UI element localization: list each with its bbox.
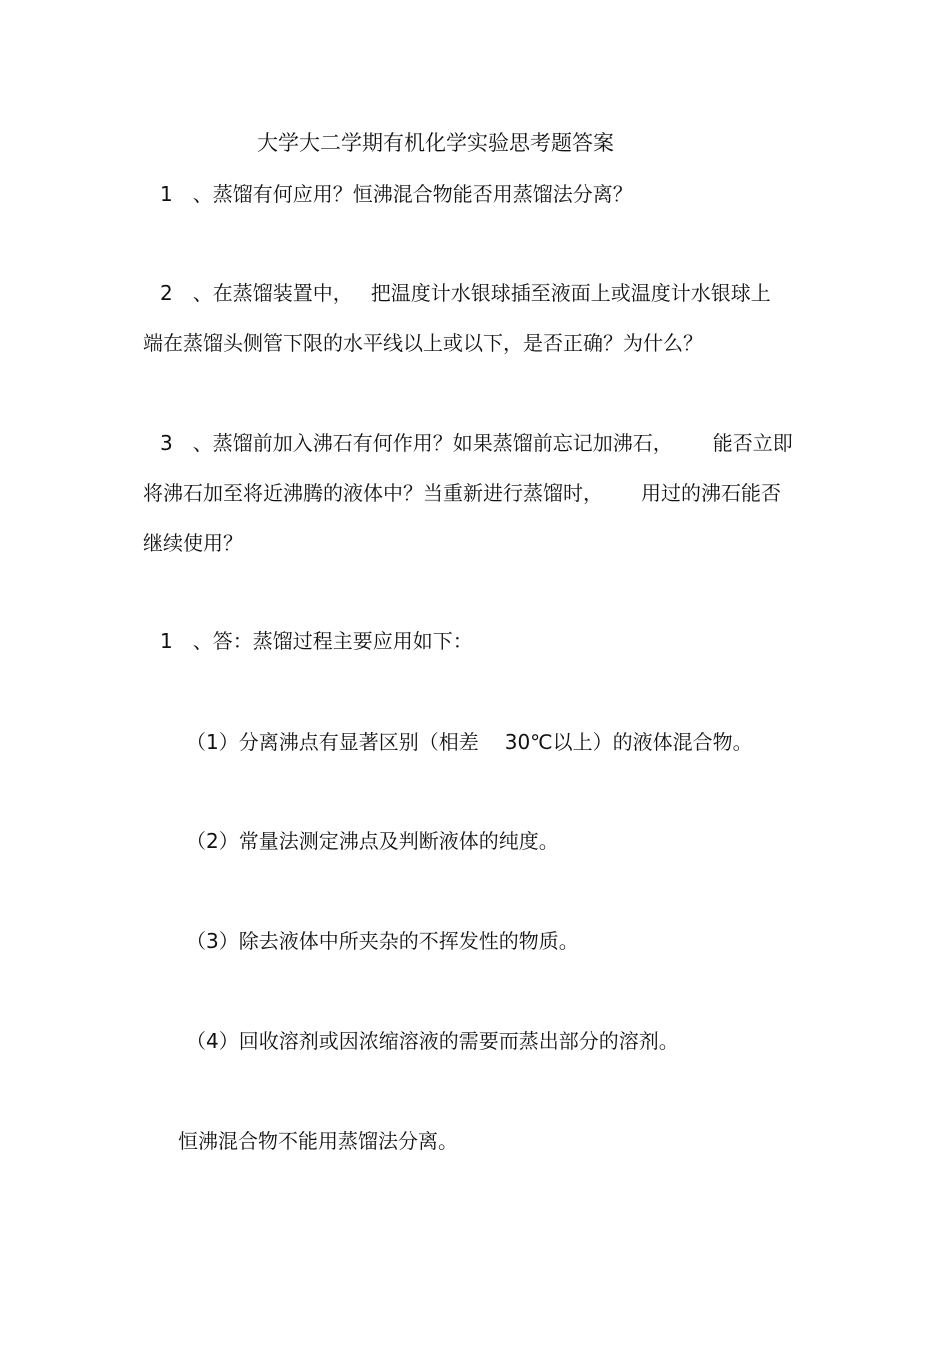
question-3 bbox=[160, 429, 793, 457]
answer-item-4: （4）回收溶剂或因浓缩溶液的需要而蒸出部分的溶剂。 bbox=[186, 1029, 679, 1053]
question-text: 、蒸馏前加入沸石有何作用？如果蒸馏前忘记加沸石， bbox=[192, 431, 673, 455]
answer-item-2: （2）常量法测定沸点及判断液体的纯度。 bbox=[186, 829, 559, 853]
answer-1-intro bbox=[160, 627, 473, 655]
answer-item-3: （3）除去液体中所夹杂的不挥发性的物质。 bbox=[186, 929, 579, 953]
question-text: 继续使用？ bbox=[143, 531, 243, 555]
question-text: 、蒸馏有何应用？恒沸混合物能否用蒸馏法分离？ bbox=[192, 182, 633, 206]
question-text: 把温度计水银球插至液面上或温度计水银球上 bbox=[370, 281, 771, 305]
question-text: 端在蒸馏头侧管下限的水平线以上或以下，是否正确？为什么？ bbox=[143, 331, 703, 355]
answer-conclusion: 恒沸混合物不能用蒸馏法分离。 bbox=[178, 1129, 458, 1153]
question-3-line-2 bbox=[143, 479, 781, 507]
answer-item-text: 30℃以上）的液体混合物。 bbox=[504, 730, 753, 754]
question-number: 3 bbox=[160, 431, 173, 455]
answer-number: 1 bbox=[160, 629, 173, 653]
question-number: 2 bbox=[160, 281, 173, 305]
question-text: 能否立即 bbox=[712, 431, 793, 455]
question-text: 将沸石加至将近沸腾的液体中？当重新进行蒸馏时， bbox=[143, 481, 603, 505]
question-number: 1 bbox=[160, 182, 173, 206]
answer-item-1 bbox=[186, 728, 753, 756]
document-title: 大学大二学期有机化学实验思考题答案 bbox=[257, 131, 614, 155]
question-text: 、在蒸馏装置中， bbox=[192, 281, 353, 305]
question-2 bbox=[160, 279, 771, 307]
question-text: 用过的沸石能否 bbox=[641, 481, 781, 505]
question-1 bbox=[160, 180, 633, 208]
answer-item-text: （1）分离沸点有显著区别（相差 bbox=[186, 730, 479, 754]
answer-intro-text: 、答：蒸馏过程主要应用如下： bbox=[192, 629, 473, 653]
